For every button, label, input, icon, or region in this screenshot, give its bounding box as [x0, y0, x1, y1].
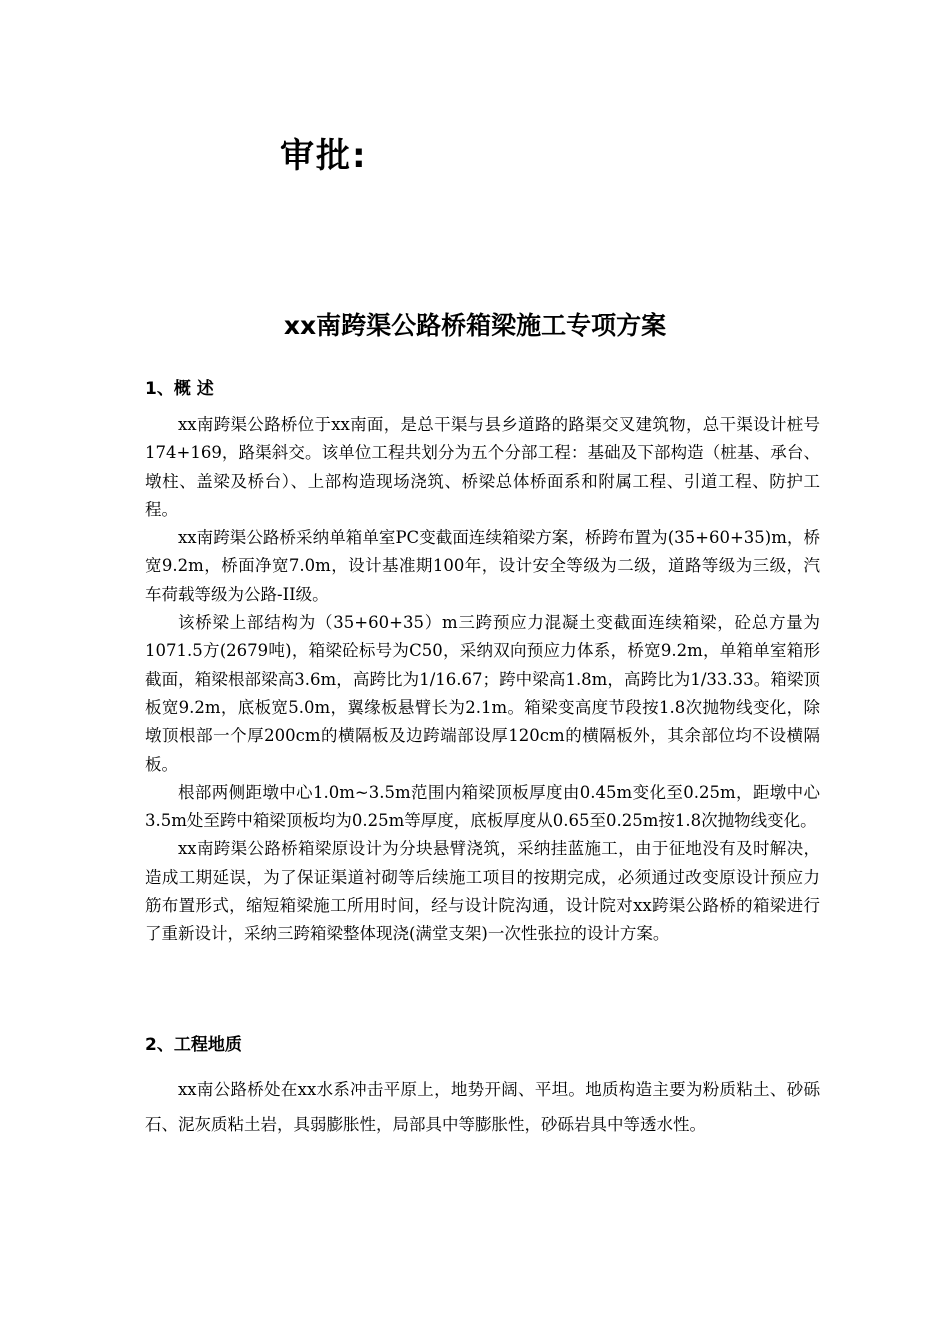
section-body-geology — [145, 1072, 820, 1142]
section-heading-geology: 2、工程地质 — [145, 1035, 242, 1055]
paragraph: xx南公路桥处在xx水系冲击平原上，地势开阔、平坦。地质构造主要为粉质粘土、砂砾石、泥灰质粘土岩，具弱膨胀性，局部具中等膨胀性，砂砾岩具中等透水性。 — [145, 1080, 820, 1134]
paragraph: 该桥梁上部结构为（35+60+35）m三跨预应力混凝土变截面连续箱梁，砼总方量为1071.5方(2679吨)，箱梁砼标号为C50，采纳双向预应力体系，桥宽9.2m，单箱单室箱形截面，箱梁根部梁高3.6m，高跨比为1/16.67；跨中梁高1.8m，高跨比为1/33.33。箱梁顶板宽9.2m，底板宽5.0m，翼缘板悬臂长为2.1m。箱梁变高度节段按1.8次抛物线变化，除墩顶根部一个厚200cm的横隔板及边跨端部设厚120cm的横隔板外，其余部位均不设横隔板。 — [145, 613, 820, 774]
document-title: xx南跨渠公路桥箱梁施工专项方案 — [283, 311, 667, 340]
section-body-overview — [145, 411, 820, 949]
paragraph: 根部两侧距墩中心1.0m~3.5m范围内箱梁顶板厚度由0.45m变化至0.25m，距墩中心3.5m处至跨中箱梁顶板均为0.25m等厚度，底板厚度从0.65至0.25m按1.8次抛物线变化。 — [145, 782, 820, 831]
paragraph: xx南跨渠公路桥箱梁原设计为分块悬臂浇筑，采纳挂蓝施工，由于征地没有及时解决，造成工期延误，为了保证渠道衬砌等后续施工项目的按期完成，必须通过改变原设计预应力筋布置形式，缩短箱梁施工所用时间，经与设计院沟通，设计院对xx跨渠公路桥的箱梁进行了重新设计，采纳三跨箱梁整体现浇(满堂支架)一次性张拉的设计方案。 — [145, 839, 820, 944]
paragraph: xx南跨渠公路桥采纳单箱单室PC变截面连续箱梁方案，桥跨布置为(35+60+35)m，桥宽9.2m，桥面净宽7.0m，设计基准期100年，设计安全等级为二级，道路等级为三级，汽车荷载等级为公路-II级。 — [145, 528, 820, 604]
approval-label: 审批: — [280, 136, 368, 176]
paragraph: xx南跨渠公路桥位于xx南面，是总干渠与县乡道路的路渠交叉建筑物，总干渠设计桩号174+169，路渠斜交。该单位工程共划分为五个分部工程：基础及下部构造（桩基、承台、墩柱、盖梁及桥台）、上部构造现场浇筑、桥梁总体桥面系和附属工程、引道工程、防护工程。 — [145, 415, 820, 519]
section-heading-overview: 1、概 述 — [145, 379, 214, 399]
